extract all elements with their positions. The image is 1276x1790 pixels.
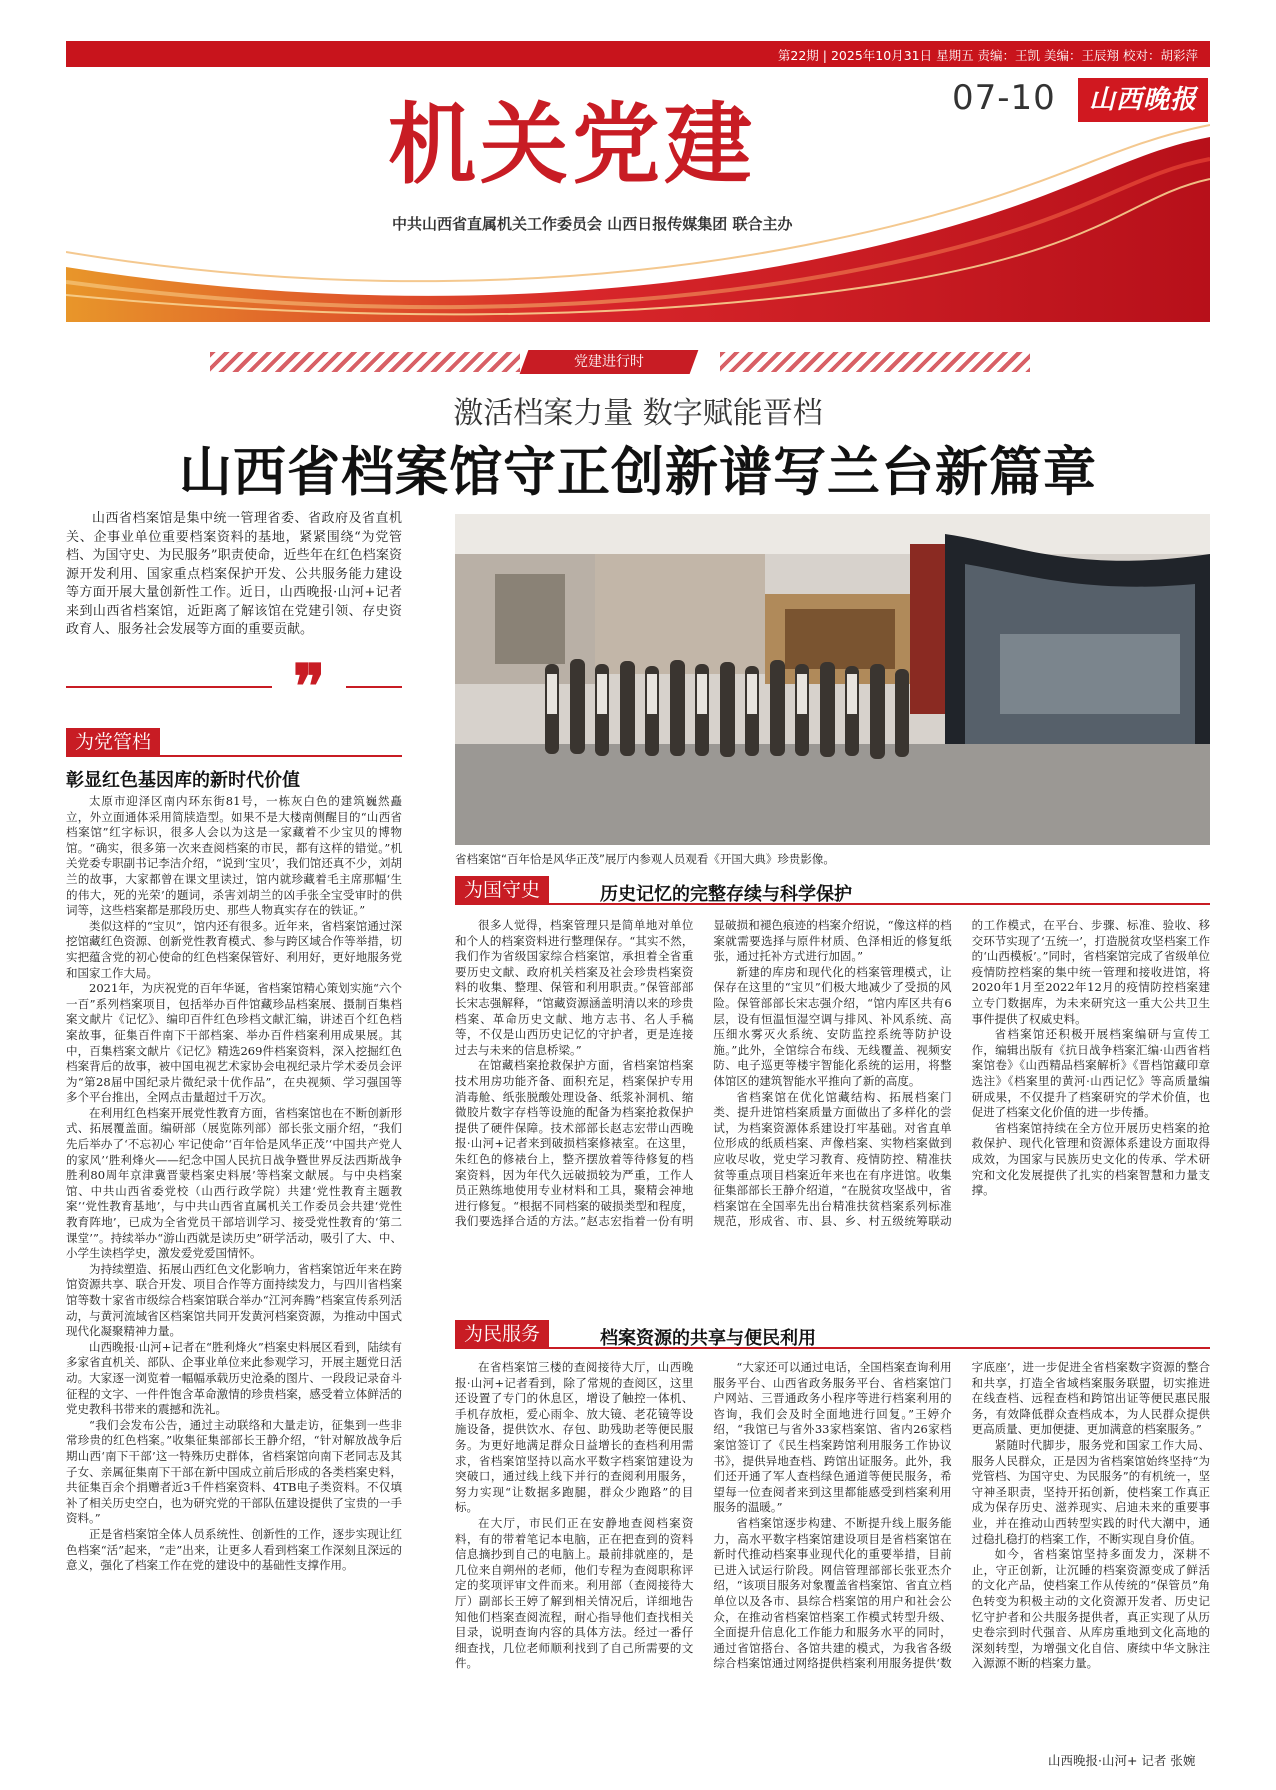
paragraph: 紧随时代脚步，服务党和国家工作大局、服务人民群众，正是因为省档案馆始终坚持“为党管档、为国守史、为民服务”的有机统一，坚守神圣职责，坚持开拓创新，使档案工作真正成为保存历史、滋养现实、启迪未来的重要事业，并在推动山西转型实践的时代大潮中，通过稳扎稳打的档案工作，不断实现自身价值。 <box>971 1437 1210 1546</box>
paragraph: 太原市迎泽区南内环东街81号，一栋灰白色的建筑巍然矗立，外立面通体采用简牍造型。如果不是大楼南侧醒目的“山西省档案馆”红字标识，很多人会以为这是一家藏着不少宝贝的博物馆。“确实，很多第一次来查阅档案的市民，都有这样的错觉。”机关党委专职副书记李洁介绍，“说到‘宝贝’，我们馆还真不少，刘胡兰的故事，大家都曾在课文里读过，馆内就珍藏着毛主席那幅‘生的伟大，死的光荣’的题词，杀害刘胡兰的凶手张全宝受审时的供词等，这些档案都是那段历史、那些人物真实存在的铁证。” <box>66 794 402 918</box>
article-intro <box>66 510 402 640</box>
masthead-title: 机关党建 <box>388 92 757 196</box>
column-label: 党建进行时 <box>520 350 699 374</box>
divider-rule-right <box>346 686 402 688</box>
paragraph: 省档案馆还积极开展档案编研与宣传工作，编辑出版有《抗日战争档案汇编·山西省档案馆卷》《山西精品档案解析》《晋档馆藏印章选注》《档案里的黄河·山西记忆》等高质量编研成果，不仅提升了档案研究的学术价值，也促进了档案文化价值的进一步传播。 <box>971 1027 1210 1120</box>
hatch-decoration-right <box>720 352 1030 372</box>
section-body-party <box>66 794 402 1780</box>
paragraph: 在馆藏档案抢救保护方面，省档案馆档案技术用房功能齐备、面积充足，档案保护专用消毒舱、纸张脱酸处理设备、纸浆补洞机、缩微胶片数字存档等设施的配备为档案抢救保护提供了硬件保障。技术部部长赵志宏带山西晚报·山河+记者来到破损档案修裱室。在这里，朱红色的修裱台上，整齐摆放着等待修复的档案资料，因为年代久远破损较为严重，工作人员正熟练地使用专业材料和工具，聚精会神地进行修复。“根据不同档案的破损类型和程度，我们要选择合适的方法。”赵志宏指着一份有明显破损和褪色痕迹的档案介绍说，“像这样的档案就需要选择与原件材质、色泽相近的修复纸张，通过托补方式进行加固。” <box>455 918 952 1229</box>
paragraph: 山西晚报·山河+记者在“胜利烽火”档案史料展区看到，陆续有多家省直机关、部队、企事业单位来此参观学习，开展主题党日活动。大家逐一浏览着一幅幅承载历史沧桑的图片、一段段记录奋斗征程的文字、一件件饱含革命激情的珍贵档案，感受着立体鲜活的党史教科书带来的震撼和洗礼。 <box>66 1339 402 1417</box>
paragraph: 省档案馆在优化馆藏结构、拓展档案门类、提升进馆档案质量方面做出了多样化的尝试，为档案资源体系建设打牢基础。对省直单位形成的纸质档案、声像档案、实物档案做到应收尽收，党史学习教育、疫情防控、精准扶贫等重点项目档案近年来也在有序进馆。收集征集部部长王静介绍道，“在脱贫攻坚战中，省档案馆在全国率先出台精准扶贫档案系列标准规范，形成省、市、县、乡、村五级统筹联动的工作模式，在平台、步骤、标准、验收、移交环节实现了‘五统一’，打造脱贫攻坚档案工作的‘山西模板’。”同时，省档案馆完成了省级单位疫情防控档案的集中统一管理和接收进馆，将2020年1月至2022年12月的疫情防控档案建立专门数据库，为未来研究这一重大公共卫生事件提供了权威史料。 <box>713 918 1210 1229</box>
paragraph: 为持续塑造、拓展山西红色文化影响力，省档案馆近年来在跨馆资源共享、联合开发、项目合作等方面持续发力，与四川省档案馆等数十家省市级综合档案馆联合举办“江河奔腾”档案宣传系列活动，与黄河流域省区档案馆共同开发黄河档案资源，为推动中国式现代化凝聚精神力量。 <box>66 1261 402 1339</box>
newspaper-logo: 山西晚报 <box>1078 78 1208 122</box>
article-subtitle: 激活档案力量 数字赋能晋档 <box>453 396 823 431</box>
top-info-bar <box>66 41 1210 67</box>
photo-caption: 省档案馆“百年恰是风华正茂”展厅内参观人员观看《开国大典》珍贵影像。 <box>455 852 835 866</box>
section-underline-service <box>455 1347 1210 1349</box>
section-tag-history: 为国守史 <box>455 876 549 904</box>
section-heading-history: 历史记忆的完整存续与科学保护 <box>600 884 852 905</box>
quote-icon: ❞ <box>292 652 326 722</box>
section-body-history <box>455 918 1210 1300</box>
paragraph: 在利用红色档案开展党性教育方面，省档案馆也在不断创新形式、拓展覆盖面。编研部（展览陈列部）部长张文丽介绍，“我们先后举办了‘不忘初心 牢记使命’‘百年恰是风华正茂’‘中国共产党人的家风’‘胜利烽火——纪念中国人民抗日战争暨世界反法西斯战争胜利80周年京津冀晋蒙档案史料展’等档案文献展。与中央档案馆、中共山西省委党校（山西行政学院）共建‘党性教育主题教案’‘党性教育基地’，与中共山西省直属机关工作委员会共建‘党性教育阵地’，已成为全省党员干部培训学习、接受党性教育的‘第二课堂’”。持续举办“游山西就是读历史”研学活动，吸引了大、中、小学生读档学史，激发爱党爱国情怀。 <box>66 1105 402 1261</box>
paragraph: 在大厅，市民们正在安静地查阅档案资料，有的带着笔记本电脑，正在把查到的资料信息摘抄到自己的电脑上。最前排就座的，是几位来自朔州的老师，他们专程为查阅职称评定的奖项评审文件而来。利用部（查阅接待大厅）副部长王婷了解到相关情况后，详细地告知他们档案查阅流程，耐心指导他们查找相关目录，说明查询内容的具体方法。经过一番仔细查找，几位老师顺利找到了自己所需要的文件。 <box>455 1515 694 1671</box>
sponsors-line: 中共山西省直属机关工作委员会 山西日报传媒集团 联合主办 <box>392 215 793 233</box>
paragraph: 省档案馆逐步构建、不断提升线上服务能力，高水平数字档案馆建设项目是省档案馆在新时代推动档案事业现代化的重要举措，目前已进入试运行阶段。网信管理部部长张亚杰介绍，“该项目服务对象覆盖省档案馆、省直立档单位以及各市、县综合档案馆的用户和社会公众，在推动省档案馆档案工作模式转型升级、全面提升信息化工作能力和服务水平的同时，通过省馆搭台、各馆共建的模式，为我省各级综合档案馆通过网络提供档案利用服务提供‘数字底座’，进一步促进全省档案数字资源的整合和共享，打造全省域档案服务联盟，切实推进在线查档、远程查档和跨馆出证等便民惠民服务，有效降低群众查档成本，为人民群众提供更高质量、更加便捷、更加满意的档案服务。” <box>713 1360 1210 1671</box>
paragraph: 2021年，为庆祝党的百年华诞，省档案馆精心策划实施“六个一百”系列档案项目，包括举办百件馆藏珍品档案展、摄制百集档案文献片《记忆》、编印百件红色珍档文献汇编，讲述百个红色档案故事，征集百件南下干部档案、举办百件档案利用成果展。其中，百集档案文献片《记忆》精选269件档案资料，深入挖掘红色档案背后的故事，被中国电视艺术家协会电视纪录片学术委员会评为“第28届中国纪录片微纪录十优作品”，在央视频、学习强国等多个平台推出，全网点击量超过千万次。 <box>66 981 402 1105</box>
article-headline: 山西省档案馆守正创新谱写兰台新篇章 <box>179 442 1097 503</box>
exhibition-photo <box>455 514 1210 845</box>
section-underline-party <box>66 755 402 757</box>
section-heading-party: 彰显红色基因库的新时代价值 <box>66 770 300 791</box>
section-tag-party: 为党管档 <box>66 728 160 756</box>
section-body-service <box>455 1360 1210 1748</box>
paragraph: 正是省档案馆全体人员系统性、创新性的工作，逐步实现让红色档案“活”起来，“走”出来，让更多人看到档案工作深刻且深远的意义，强化了档案工作在党的建设中的基础性支撑作用。 <box>66 1526 402 1573</box>
paragraph: “我们会发布公告，通过主动联络和大量走访，征集到一些非常珍贵的红色档案。”收集征集部部长王静介绍，“针对解放战争后期山西‘南下干部’这一特殊历史群体，省档案馆向南下老同志及其子女、亲属征集南下干部在新中国成立前后形成的各类档案史料，共征集百余个捐赠者近3千件档案资料、4TB电子类资料。不仅填补了相关历史空白，也为研究党的干部队伍建设提供了宝贵的一手资料。” <box>66 1417 402 1526</box>
issue-meta: 第22期 | 2025年10月31日 星期五 责编：王凯 美编：王辰翔 校对：胡彩萍 <box>777 48 1198 63</box>
intro-paragraph: 山西省档案馆是集中统一管理省委、省政府及省直机关、企事业单位重要档案资料的基地，紧紧围绕“为党管档、为国守史、为民服务”职责使命，近些年在红色档案资源开发利用、国家重点档案保护开发、公共服务能力建设等方面开展大量创新性工作。近日，山西晚报·山河+记者来到山西省档案馆，近距离了解该馆在党建引领、存史资政育人、服务社会发展等方面的重要贡献。 <box>66 511 402 637</box>
paragraph: 省档案馆持续在全方位开展历史档案的抢救保护、现代化管理和资源体系建设方面取得成效，为国家与民族历史文化的传承、学术研究和文化发展提供了扎实的档案智慧和力量支撑。 <box>971 1120 1210 1198</box>
section-tag-service: 为民服务 <box>455 1320 549 1348</box>
article-byline: 山西晚报·山河+ 记者 张婉 <box>1048 1753 1196 1768</box>
page-numbers: 07-10 <box>952 78 1056 118</box>
paragraph: 类似这样的“宝贝”，馆内还有很多。近年来，省档案馆通过深挖馆藏红色资源、创新党性教育模式、参与跨区域合作等举措，切实把蕴含党的初心使命的红色档案保管好、利用好，更好地服务党和国家工作大局。 <box>66 918 402 980</box>
paragraph: 在省档案馆三楼的查阅接待大厅，山西晚报·山河+记者看到，除了常规的查阅区，这里还设置了专门的休息区，增设了触控一体机、手机存放柜，爱心雨伞、放大镜、老花镜等设施设备，提供饮水、存包、助残助老等便民服务。为更好地满足群众日益增长的查档利用需求，省档案馆坚持以高水平数字档案馆建设为突破口，通过线上线下并行的查阅利用服务，努力实现“让数据多跑腿，群众少跑路”的目标。 <box>455 1360 694 1515</box>
section-heading-service: 档案资源的共享与便民利用 <box>600 1328 816 1349</box>
divider-rule-left <box>66 686 272 688</box>
hatch-decoration-left <box>210 352 520 372</box>
paragraph: 新建的库房和现代化的档案管理模式，让保存在这里的“宝贝”们极大地减少了受损的风险。保管部部长宋志强介绍，“馆内库区共有6层，设有恒温恒湿空调与排风、补风系统、高压细水雾灭火系统、安防监控系统等防护设施。”此外，全馆综合布线、无线覆盖、视频安防、电子巡更等楼宇智能化系统的运用，将整体馆区的建筑智能水平推向了新的高度。 <box>713 964 952 1088</box>
paragraph: “大家还可以通过电话，全国档案查询利用服务平台、山西省政务服务平台、省档案馆门户网站、三晋通政务小程序等进行档案利用的咨询，我们会及时全面地进行回复。”王婷介绍，“我馆已与省外33家档案馆、省内26家档案馆签订了《民生档案跨馆利用服务工作协议书》，提供异地查档、跨馆出证服务。此外，我们还开通了军人查档绿色通道等便民服务，希望每一位查阅者来到这里都能感受到档案利用服务的温暖。” <box>713 1360 952 1515</box>
paragraph: 如今，省档案馆坚持多面发力，深耕不止，守正创新，让沉睡的档案资源变成了鲜活的文化产品，使档案工作从传统的“保管员”角色转变为积极主动的文化资源开发者、历史记忆守护者和公共服务提供者，真正实现了从历史卷宗到时代强音、从库房重地到文化高地的深刻转型，为增强文化自信、赓续中华文脉注入源源不断的档案力量。 <box>971 1547 1210 1671</box>
paragraph: 很多人觉得，档案管理只是简单地对单位和个人的档案资料进行整理保存。“其实不然，我们作为省级国家综合档案馆，承担着全省重要历史文献、政府机关档案及社会珍贵档案资料的收集、整理、保管和利用职责。”保管部部长宋志强解释，“馆藏资源涵盖明清以来的珍贵档案、革命历史文献、地方志书、名人手稿等，不仅是山西历史记忆的守护者，更是连接过去与未来的信息桥梁。” <box>455 918 694 1057</box>
